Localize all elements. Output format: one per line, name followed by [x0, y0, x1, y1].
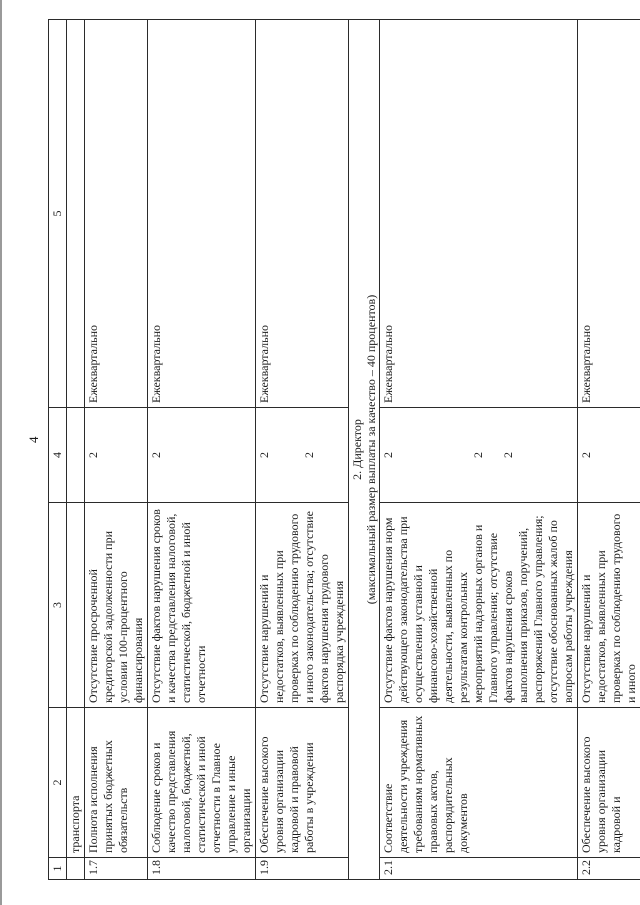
- criteria-item: Отсутствие нарушений и недостатков, выявленных при проверках по соблюдению трудового и иного законодательства;: [257, 513, 316, 703]
- row-number: 1.9: [256, 858, 349, 880]
- criteria-cell: Отсутствие просроченной кредиторской задолженности при условии 100-процентного финансирования: [85, 503, 148, 708]
- table-header-row: [49, 20, 67, 880]
- criteria-cell: Отсутствие нарушений и недостатков, выявленных при проверках по соблюдению трудового и иного: [578, 503, 640, 708]
- period-cell: Ежеквартально: [256, 20, 349, 408]
- criteria-table: [48, 19, 640, 880]
- period-cell: Ежеквартально: [85, 20, 148, 408]
- row-number: 2.2: [578, 858, 640, 880]
- criteria-item: отсутствие обоснованных жалоб по вопросам работы учреждения: [546, 520, 575, 703]
- points-value: 2: [501, 452, 515, 458]
- points-cell: [256, 408, 349, 503]
- column-header: 1: [49, 858, 67, 880]
- criteria-cell: [380, 503, 578, 708]
- points-cell: 2: [148, 408, 256, 503]
- row-number: 1.8: [148, 858, 256, 880]
- points-cell: [380, 408, 578, 503]
- criteria-item: отсутствие фактов нарушения сроков выполнения приказов, поручений, распоряжений Главного управления;: [486, 515, 545, 703]
- indicator-cell: Обеспечение высокого уровня организации кадровой и: [578, 708, 640, 858]
- section-subtitle: (максимальный размер выплаты за качество – 40 процентов): [364, 294, 378, 605]
- period-cell: Ежеквартально: [578, 20, 640, 408]
- table-row: [380, 20, 578, 880]
- points-cell: 2: [578, 408, 640, 503]
- points-value: 2: [471, 452, 485, 458]
- table-row: [256, 20, 349, 880]
- criteria-item: отсутствие фактов нарушения трудового распорядка учреждения: [302, 511, 346, 703]
- table-row: [85, 20, 148, 880]
- indicator-cell: Обеспечение высокого уровня организации кадровой и правовой работы в учреждении: [256, 708, 349, 858]
- indicator-cell: Полнота исполнения принятых бюджетных обязательств: [85, 708, 148, 858]
- rotated-landscape-page: [48, 20, 638, 880]
- row-number: 2.1: [380, 858, 578, 880]
- scan-edge: [0, 0, 2, 905]
- points-value: 2: [302, 452, 316, 458]
- table-row: [67, 20, 85, 880]
- column-header: 3: [49, 503, 67, 708]
- points-value: 2: [257, 452, 271, 458]
- page-number: 4: [26, 436, 41, 443]
- column-header: 2: [49, 708, 67, 858]
- column-header: 5: [49, 20, 67, 408]
- column-header: 4: [49, 408, 67, 503]
- criteria-cell: Отсутствие фактов нарушения сроков и качества представления налоговой, статистической, бюджетной и иной отчетности: [148, 503, 256, 708]
- section-title: 2. Директор: [350, 419, 364, 480]
- indicator-cell: Соответствие деятельности учреждения требованиям нормативных правовых актов, распорядительных документов: [380, 708, 578, 858]
- period-cell: Ежеквартально: [380, 20, 578, 408]
- points-value: 2: [381, 452, 395, 458]
- criteria-cell: [256, 503, 349, 708]
- points-cell: 2: [85, 408, 148, 503]
- indicator-cell: Соблюдение сроков и качество представления налоговой, бюджетной, статистической и иной отчетности в Главное управление и иные организации: [148, 708, 256, 858]
- row-number: 1.7: [85, 858, 148, 880]
- indicator-cell: транспорта: [67, 708, 85, 858]
- section-row: [349, 20, 380, 880]
- period-cell: Ежеквартально: [148, 20, 256, 408]
- criteria-item: Отсутствие фактов нарушения норм действующего законодательства при осуществлении уставной и финансово-хозяйственной деятельности, выявленных по результатам контрольных мероприятий надзорных органов и Главного управления;: [381, 516, 500, 703]
- table-row: [148, 20, 256, 880]
- table-row: [578, 20, 640, 880]
